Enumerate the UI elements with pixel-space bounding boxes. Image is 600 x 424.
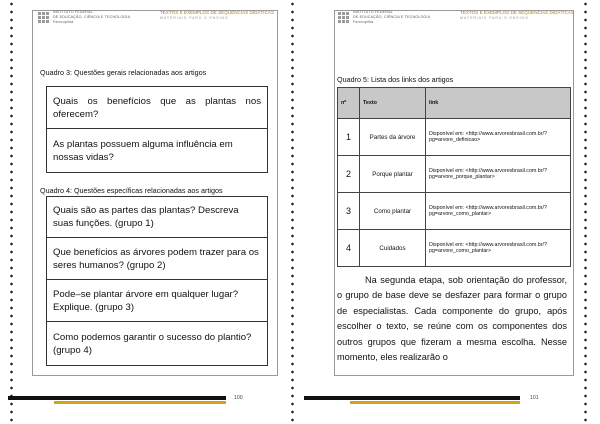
question-text: Pode–se plantar árvore em qualquer lugar? Explique. (grupo 3) bbox=[53, 288, 239, 313]
institution-line: INSTITUTO FEDERAL bbox=[353, 10, 393, 14]
quadro4-question bbox=[47, 197, 267, 238]
quadro3-question bbox=[47, 129, 267, 172]
row-link[interactable]: Disponível em: <http://www.arvoresbrasil.com.br/?pg=arvore_porque_plantar> bbox=[426, 156, 571, 193]
column-header: link bbox=[426, 88, 571, 119]
row-link[interactable]: Disponível em: <http://www.arvoresbrasil.com.br/?pg=arvore_definicao> bbox=[426, 119, 571, 156]
question-text: Quais são as partes das plantas? Descreva suas funções. (grupo 1) bbox=[53, 205, 239, 229]
footer-accent bbox=[350, 401, 520, 404]
institution-line: Farroupilha bbox=[353, 19, 374, 24]
institution-logo-icon bbox=[338, 12, 350, 24]
header-title: TEXTOS E EXEMPLOS DE SEQUÊNCIAS DIDÁTICAS bbox=[460, 10, 575, 15]
question-text: Quais os benefícios que as plantas nos oferecem? bbox=[53, 95, 261, 120]
institution-line: DE EDUCAÇÃO, CIÊNCIA E TECNOLOGIA bbox=[353, 14, 431, 19]
row-link[interactable]: Disponível em: <http://www.arvoresbrasil.com.br/?pg=arvore_como_plantar> bbox=[426, 230, 571, 267]
footer-bar bbox=[304, 396, 520, 400]
table-row bbox=[338, 193, 571, 230]
quadro4-question bbox=[47, 238, 267, 280]
left-page-header bbox=[38, 10, 275, 40]
right-page-header bbox=[338, 10, 574, 40]
left-page bbox=[0, 0, 291, 410]
column-header: Texto bbox=[360, 88, 426, 119]
quadro3-table bbox=[46, 86, 268, 173]
table-header-row bbox=[338, 88, 571, 119]
footer-bar bbox=[8, 396, 226, 400]
row-link[interactable]: Disponível em: <http://www.arvoresbrasil.com.br/?pg=arvore_como_plantar> bbox=[426, 193, 571, 230]
column-header: nº bbox=[338, 88, 360, 119]
question-text: Como podemos garantir o sucesso do plantio? (grupo 4) bbox=[53, 331, 252, 356]
quadro4-question bbox=[47, 322, 267, 365]
right-page bbox=[294, 0, 584, 410]
institution-name bbox=[53, 10, 130, 24]
row-number: 2 bbox=[338, 156, 360, 193]
table-row bbox=[338, 119, 571, 156]
question-text: As plantas possuem alguma influência em nossas vidas? bbox=[53, 138, 233, 163]
row-text: Como plantar bbox=[360, 193, 426, 230]
institution-name bbox=[353, 10, 430, 24]
table-row bbox=[338, 230, 571, 267]
row-number: 3 bbox=[338, 193, 360, 230]
right-edge-dots bbox=[584, 0, 587, 424]
institution-line: INSTITUTO FEDERAL bbox=[53, 10, 93, 14]
row-text: Cuidados bbox=[360, 230, 426, 267]
quadro5-caption: Quadro 5: Lista dos links dos artigos bbox=[337, 75, 454, 84]
header-subtitle: MATERIAIS PARA O ENSINO bbox=[160, 16, 229, 20]
institution-line: DE EDUCAÇÃO, CIÊNCIA E TECNOLOGIA bbox=[53, 14, 131, 19]
row-number: 1 bbox=[338, 119, 360, 156]
page-number: 100 bbox=[234, 395, 243, 401]
page-number: 101 bbox=[530, 395, 539, 401]
quadro4-caption: Quadro 4: Questões específicas relacionadas aos artigos bbox=[40, 186, 223, 195]
body-paragraph: Na segunda etapa, sob orientação do professor, o grupo de base deve se desfazer para formar o grupo de especialistas. Cada componente do grupo, após escolher o texto, se reúne com os componentes dos outros grupos que fizeram a mesma escolha. Nesse momento, eles realizarão o bbox=[337, 275, 567, 363]
institution-line: Farroupilha bbox=[53, 19, 74, 24]
quadro4-question bbox=[47, 280, 267, 322]
question-text: Que benefícios as árvores podem trazer para os seres humanos? (grupo 2) bbox=[53, 246, 259, 271]
links-table bbox=[337, 87, 571, 267]
footer-accent bbox=[54, 401, 226, 404]
institution-logo-icon bbox=[38, 12, 50, 24]
row-text: Porque plantar bbox=[360, 156, 426, 193]
quadro3-question bbox=[47, 87, 267, 129]
row-text: Partes da árvore bbox=[360, 119, 426, 156]
row-number: 4 bbox=[338, 230, 360, 267]
header-subtitle: MATERIAIS PARA O ENSINO bbox=[460, 16, 529, 20]
header-title: TEXTOS E EXEMPLOS DE SEQUÊNCIAS DIDÁTICAS bbox=[160, 10, 275, 15]
quadro4-table bbox=[46, 196, 268, 366]
quadro3-caption: Quadro 3: Questões gerais relacionadas aos artigos bbox=[40, 68, 207, 77]
table-row bbox=[338, 156, 571, 193]
